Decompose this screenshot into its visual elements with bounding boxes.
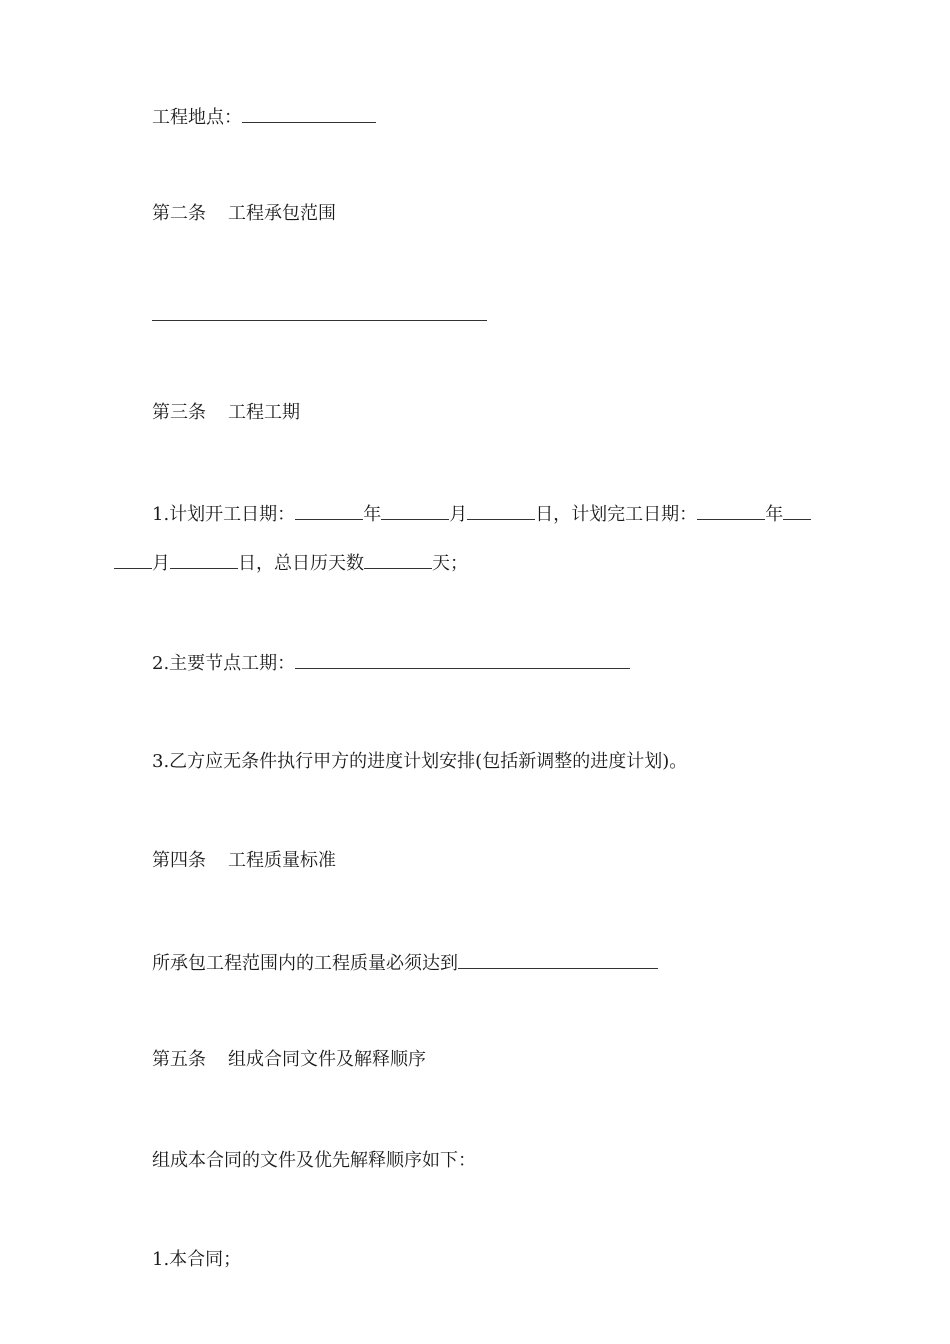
end-day-blank[interactable] — [170, 550, 238, 569]
days-suffix: 天； — [432, 553, 468, 574]
article-5-heading — [152, 1048, 426, 1072]
scope-blank[interactable] — [152, 302, 487, 321]
article-2-title: 工程承包范围 — [228, 203, 336, 224]
schedule-item-1-prefix: 1.计划开工日期： — [152, 504, 296, 525]
location-blank[interactable] — [242, 104, 376, 123]
quality-text: 所承包工程范围内的工程质量必须达到 — [152, 953, 458, 974]
article-4-heading — [152, 849, 336, 873]
schedule-item-2 — [152, 650, 630, 674]
schedule-item-2-label: 2.主要节点工期： — [152, 653, 296, 674]
end-year-blank[interactable] — [697, 501, 765, 520]
article-4-number: 第四条 — [152, 850, 206, 871]
article-3-title: 工程工期 — [228, 402, 300, 423]
article-2-heading — [152, 202, 336, 226]
schedule-item-1-line-1 — [152, 501, 811, 525]
planned-completion-label: 计划完工日期： — [571, 504, 698, 525]
end-month-blank-part2[interactable] — [114, 550, 152, 569]
article-3-heading — [152, 401, 300, 425]
location-line — [152, 104, 376, 128]
article-5-title: 组成合同文件及解释顺序 — [228, 1049, 426, 1070]
start-year-unit: 年 — [363, 504, 382, 525]
start-day-unit: 日， — [535, 504, 572, 525]
docs-item-1 — [152, 1248, 241, 1272]
article-2-number: 第二条 — [152, 203, 206, 224]
scope-line — [152, 302, 487, 326]
article-4-title: 工程质量标准 — [228, 850, 336, 871]
docs-intro-text: 组成本合同的文件及优先解释顺序如下： — [152, 1150, 476, 1171]
docs-item-1-text: 1.本合同； — [152, 1249, 242, 1270]
quality-blank[interactable] — [458, 950, 658, 969]
start-month-blank[interactable] — [381, 501, 449, 520]
milestone-blank[interactable] — [295, 650, 630, 669]
start-day-blank[interactable] — [467, 501, 535, 520]
schedule-item-3 — [152, 750, 687, 774]
end-month-unit: 月 — [152, 553, 170, 574]
total-days-prefix: 日，总日历天数 — [238, 553, 364, 574]
schedule-item-1-line-2 — [114, 550, 468, 574]
schedule-item-3-text: 3.乙方应无条件执行甲方的进度计划安排(包括新调整的进度计划)。 — [152, 751, 688, 772]
end-year-unit: 年 — [765, 504, 784, 525]
start-month-unit: 月 — [449, 504, 468, 525]
location-label: 工程地点： — [152, 107, 242, 128]
docs-intro — [152, 1149, 476, 1173]
article-3-number: 第三条 — [152, 402, 206, 423]
total-days-blank[interactable] — [364, 550, 432, 569]
start-year-blank[interactable] — [295, 501, 363, 520]
end-month-blank-part1[interactable] — [783, 501, 811, 520]
article-5-number: 第五条 — [152, 1049, 206, 1070]
quality-line — [152, 950, 658, 974]
